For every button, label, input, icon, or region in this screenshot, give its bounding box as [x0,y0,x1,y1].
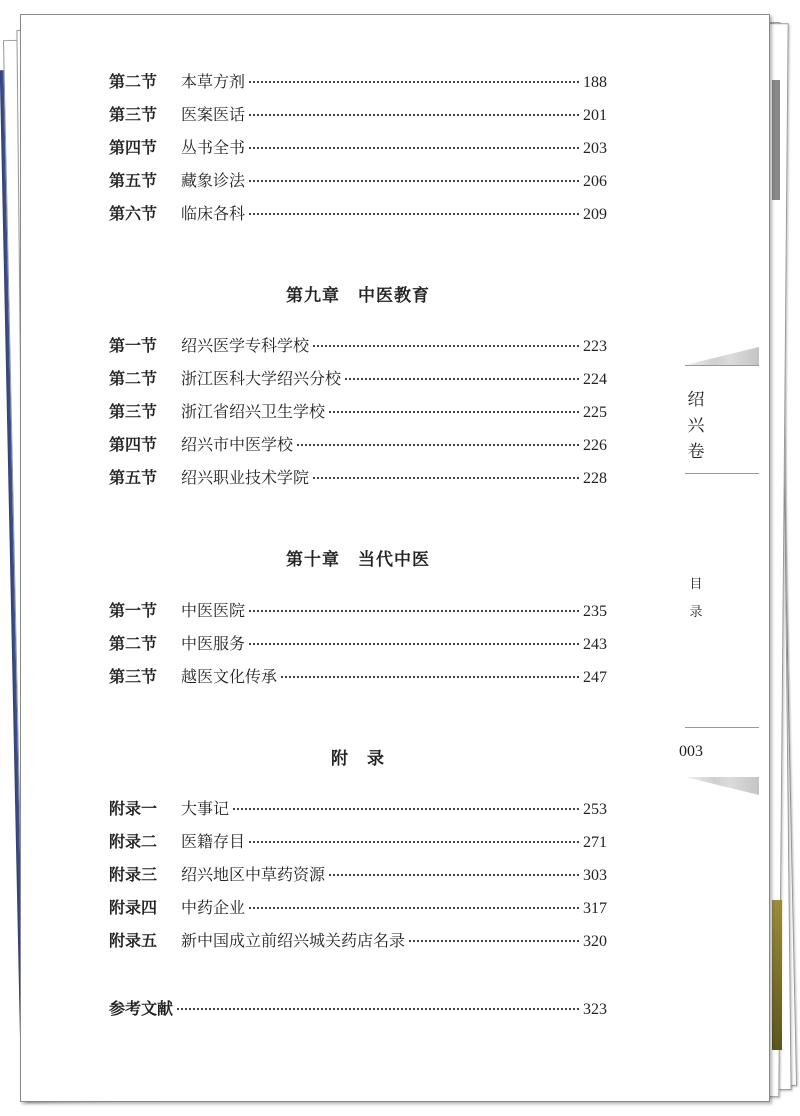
toc-entry [109,632,607,656]
toc-page-number: 320 [583,933,607,950]
toc-section-title: 浙江医科大学绍兴分校 [181,369,342,388]
toc-leader-dots [297,444,579,446]
toc-page-number: 225 [583,404,607,421]
toc-section-number: 第一节 [109,601,158,620]
toc-leader-dots [177,1008,579,1010]
toc-entry [109,400,607,424]
side-section-char: 录 [689,605,703,620]
toc-section-number: 第四节 [109,435,158,454]
toc-leader-dots [281,676,579,678]
chapter-heading: 第九章 中医教育 [286,286,430,306]
toc-page-number: 203 [583,140,607,157]
toc-section-title: 绍兴职业技术学院 [181,468,310,487]
toc-page-number: 223 [583,338,607,355]
toc-entry [109,797,607,821]
toc-page-number: 226 [583,437,607,454]
toc-section-title: 本草方剂 [181,72,246,91]
toc-section-number: 第三节 [109,667,158,686]
appendix-heading: 附 录 [331,749,385,769]
side-section-char: 目 [689,577,703,592]
toc-section-title: 丛书全书 [181,138,246,157]
toc-section-title: 越医文化传承 [181,667,278,686]
toc-section-title: 绍兴医学专科学校 [181,336,310,355]
toc-page-number: 243 [583,636,607,653]
toc-leader-dots [329,874,579,876]
side-volume-char: 兴 [687,416,705,436]
toc-section-number: 附录二 [109,832,158,851]
side-volume-char: 绍 [687,390,705,410]
toc-leader-dots [409,940,579,942]
toc-leader-dots [249,643,579,645]
toc-page-number: 303 [583,867,607,884]
toc-section-title: 中医医院 [181,601,246,620]
toc-entry [109,136,607,160]
toc-leader-dots [313,477,579,479]
toc-section-number: 第三节 [109,402,158,421]
toc-leader-dots [249,907,579,909]
toc-leader-dots [233,808,579,810]
toc-entry [109,665,607,689]
toc-entry [109,169,607,193]
toc-page-number: 224 [583,371,607,388]
toc-entry [109,70,607,94]
toc-section-title: 中药企业 [181,898,246,917]
toc-entry [109,863,607,887]
toc-section-title: 绍兴地区中草药资源 [181,865,326,884]
toc-page-number: 247 [583,669,607,686]
toc-entry [109,929,607,953]
toc-entry [109,334,607,358]
toc-section-title: 中医服务 [181,634,246,653]
toc-section-title: 新中国成立前绍兴城关药店名录 [181,931,406,950]
toc-entry-references [109,997,607,1021]
toc-page-number: 235 [583,603,607,620]
toc-leader-dots [249,147,579,149]
toc-entry [109,367,607,391]
toc-section-number: 附录四 [109,898,158,917]
toc-entry [109,466,607,490]
toc-entry [109,896,607,920]
toc-page-number: 323 [583,1001,607,1018]
toc-leader-dots [345,378,579,380]
toc-leader-dots [249,114,579,116]
toc-section-title: 浙江省绍兴卫生学校 [181,402,326,421]
toc-entry [109,599,607,623]
side-tab-rule [685,727,759,728]
side-tab-rule [685,473,759,474]
toc-section-title: 医籍存目 [181,832,246,851]
toc-section-number: 第二节 [109,369,158,388]
toc-entry [109,433,607,457]
toc-leader-dots [249,841,579,843]
toc-entry [109,830,607,854]
stacked-page-edge [772,80,780,200]
toc-page [20,14,770,1102]
stacked-page-edge [772,900,782,1050]
toc-section-title: 参考文献 [109,999,174,1018]
toc-entry [109,202,607,226]
chapter-heading: 第十章 当代中医 [286,550,430,570]
toc-section-number: 附录三 [109,865,158,884]
toc-leader-dots [249,180,579,182]
toc-leader-dots [249,213,579,215]
toc-leader-dots [249,610,579,612]
toc-section-title: 大事记 [181,799,230,818]
side-tab-band [685,347,759,365]
toc-section-number: 第四节 [109,138,158,157]
toc-section-title: 临床各科 [181,204,246,223]
toc-section-number: 第五节 [109,468,158,487]
toc-page-number: 228 [583,470,607,487]
toc-page-number: 206 [583,173,607,190]
toc-page-number: 209 [583,206,607,223]
toc-section-title: 藏象诊法 [181,171,246,190]
side-tab-rule [685,365,759,366]
toc-section-title: 绍兴市中医学校 [181,435,294,454]
page-number: 003 [679,743,703,760]
toc-section-number: 附录五 [109,931,158,950]
toc-leader-dots [313,345,579,347]
side-tab-band [685,777,759,795]
toc-page-number: 188 [583,74,607,91]
toc-entry [109,103,607,127]
toc-section-number: 第六节 [109,204,158,223]
toc-section-number: 第二节 [109,634,158,653]
side-volume-char: 卷 [687,442,705,462]
toc-page-number: 317 [583,900,607,917]
toc-leader-dots [329,411,579,413]
toc-section-title: 医案医话 [181,105,246,124]
toc-section-number: 第二节 [109,72,158,91]
toc-page-number: 271 [583,834,607,851]
toc-section-number: 第一节 [109,336,158,355]
toc-page-number: 253 [583,801,607,818]
toc-leader-dots [249,81,579,83]
toc-section-number: 第五节 [109,171,158,190]
toc-section-number: 附录一 [109,799,158,818]
toc-section-number: 第三节 [109,105,158,124]
toc-page-number: 201 [583,107,607,124]
